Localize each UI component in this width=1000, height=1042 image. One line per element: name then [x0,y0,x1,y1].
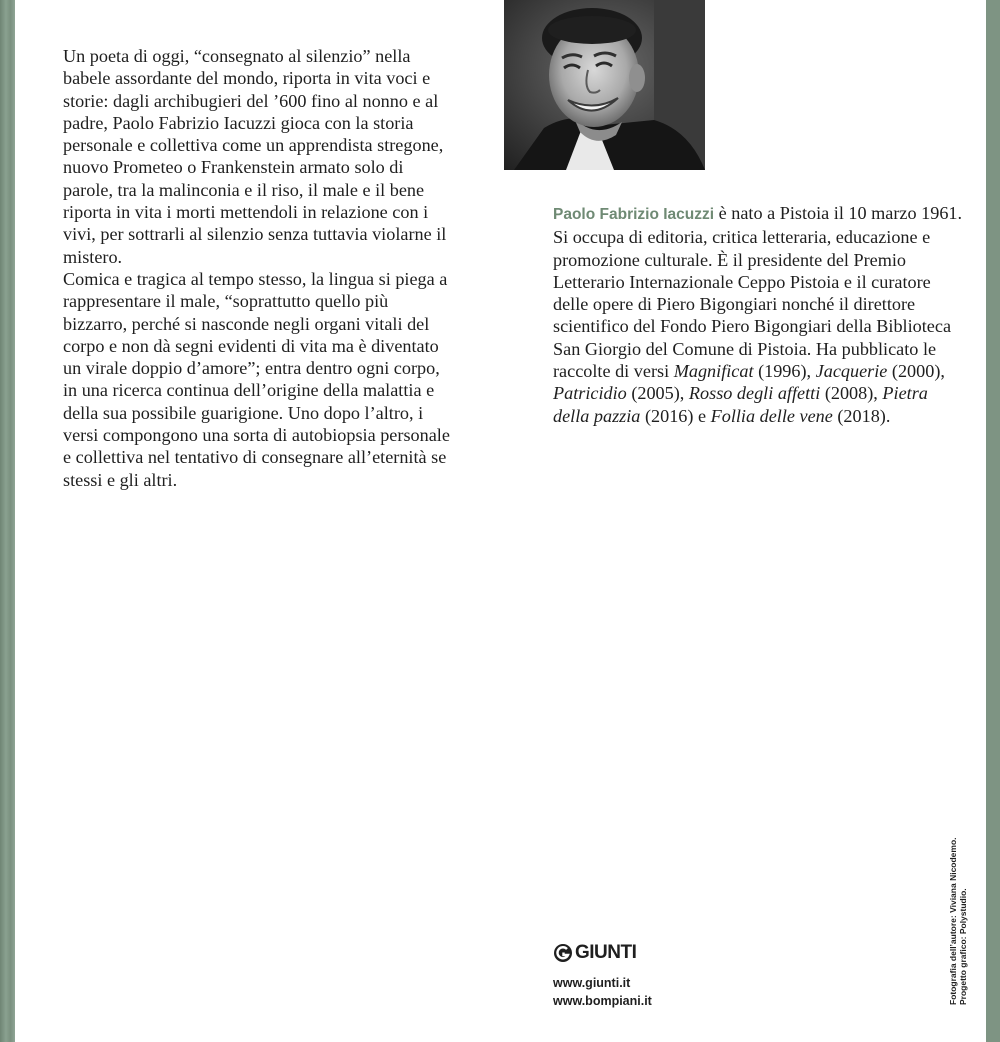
book-title: Pietra della pazzia [553,383,928,426]
book-title: Magnificat [673,361,754,382]
book-year: (1996), [753,361,816,382]
website-link-giunti[interactable]: www.giunti.it [553,976,631,990]
giunti-logo-icon [553,943,573,963]
back-cover [15,0,986,1042]
spine-edge-left [0,0,15,1042]
book-year: (2008), [820,383,883,404]
book-title: Patricidio [553,383,627,404]
bio-text: è nato a Pistoia il 10 marzo 1961. Si occupa di editoria, critica letteraria, educazione e promozione culturale. È il presidente del Premio Letterario Internazionale Ceppo Pistoia e il curatore delle opere di Piero Bigongiari nonché il direttore scientifico del Fondo Piero Bigongiari della Biblioteca San Giorgio del Comune di Pistoia. Ha pubblicato le raccolte di versi [553,203,963,382]
book-title: Jacquerie [815,361,888,382]
author-photo [504,0,705,170]
book-title: Rosso degli affetti [688,383,821,404]
giunti-logo [553,940,652,966]
website-link-bompiani[interactable]: www.bompiani.it [553,994,652,1008]
author-portrait-image [504,0,705,170]
book-year: (2018). [832,405,891,426]
blurb-paragraph-2: Comica e tragica al tempo stesso, la lingua si piega a rappresentare il male, “soprattutto quello più bizzarro, perché si nasconde negli organi vitali del corpo e non dà segni evidenti di vita ma è diventato un virale doppio d’amore”; entra dentro ogni corpo, in una ricerca continua dell’origine della malattia e della sua possibile guarigione. Uno dopo l’altro, i versi compongono una sorta di autobiopsia personale e collettiva nel tentativo di consegnare all’eternità se stessi e gli altri. [63,268,450,490]
author-bio [553,202,968,427]
author-name: Paolo Fabrizio Iacuzzi [553,206,715,223]
book-blurb [63,45,453,491]
spine-edge-right [986,0,1000,1042]
blurb-paragraph-1: Un poeta di oggi, “consegnato al silenzio” nella babele assordante del mondo, riporta in vita voci e storie: dagli archibugieri del ’600 fino al nonno e al padre, Paolo Fabrizio Iacuzzi gioca con la storia personale e collettiva come un apprendista stregone, nuovo Prometeo o Frankenstein armato solo di parole, tra la malinconia e il riso, il male e il bene riporta in vita i morti mettendoli in relazione con i vivi, per sottrarli al silenzio senza tuttavia violarne il mistero. [63,46,447,267]
book-year: (2000), [887,361,945,382]
giunti-logo-text: GIUNTI [575,942,637,963]
credit-photo: Fotografia dell’autore: Viviana Nicodemo. [948,837,958,1005]
book-year: (2005), [626,383,689,404]
book-year: (2016) e [640,405,711,426]
publisher-block [553,940,652,1010]
credit-design: Progetto grafico: Polystudio. [958,888,968,1005]
book-title: Follia delle vene [710,405,833,426]
photo-credits [948,837,984,1005]
